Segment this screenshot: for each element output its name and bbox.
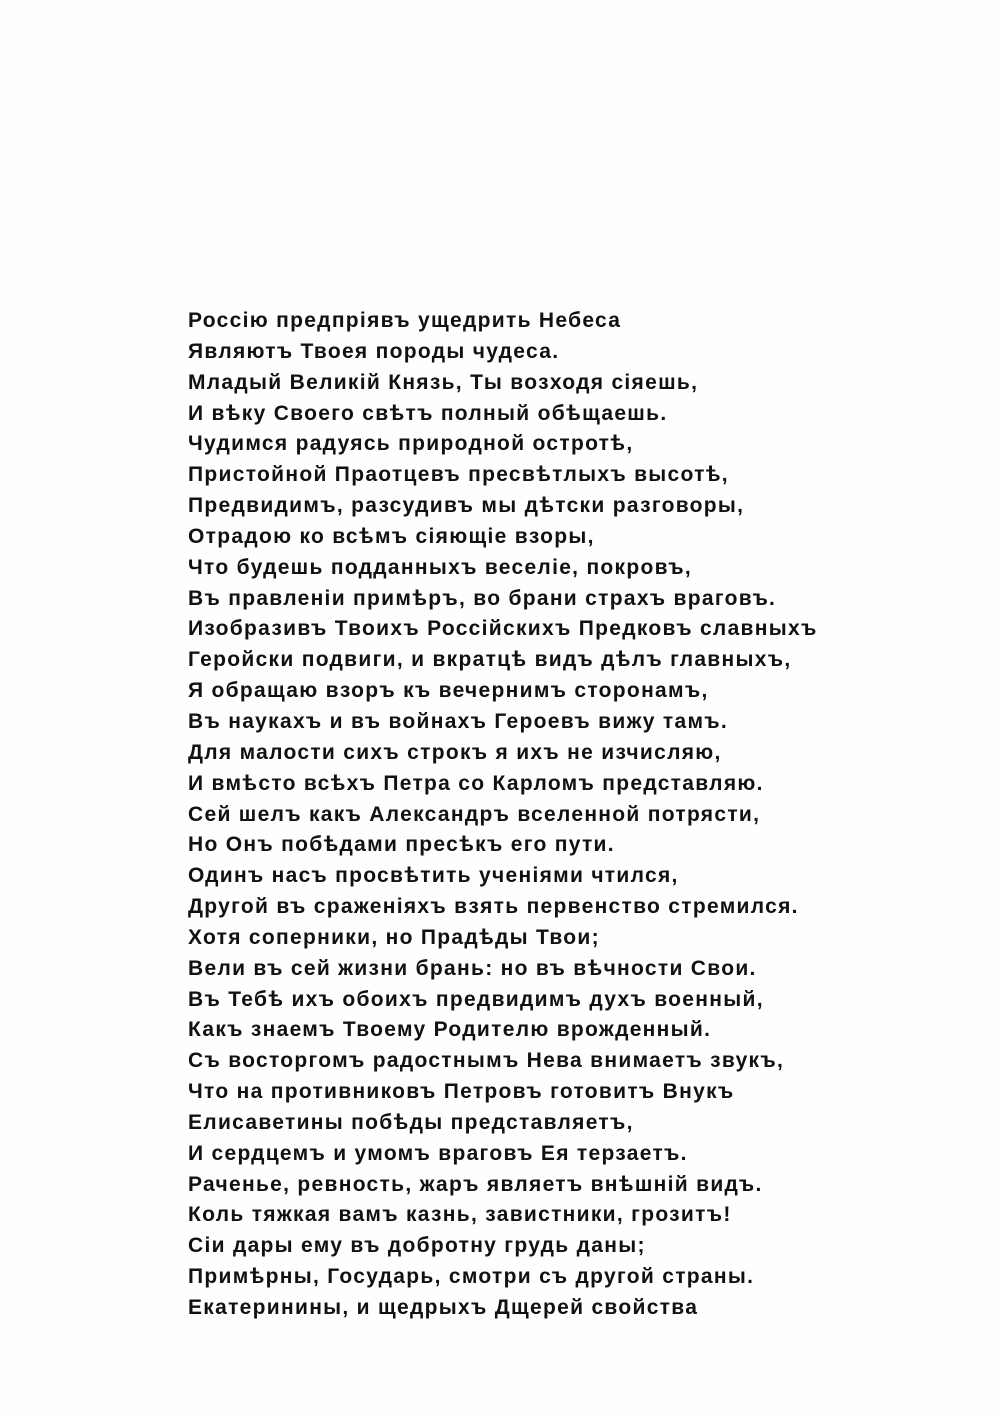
poem-line: Одинъ насъ просвѣтить ученіями чтился, <box>188 864 679 888</box>
poem-line: Въ правленіи примѣръ, во брани страхъ враговъ. <box>188 586 777 610</box>
poem-line: Геройски подвиги, и вкратцѣ видъ дѣлъ главныхъ, <box>188 648 792 672</box>
poem-line: Какъ знаемъ Твоему Родителю врожденный. <box>188 1018 712 1042</box>
poem-line: Въ наукахъ и въ войнахъ Героевъ вижу тамъ. <box>188 709 729 733</box>
poem-line: Елисаветины побѣды представляетъ, <box>188 1110 634 1134</box>
poem-line: Вели въ сей жизни брань: но въ вѣчности Свои. <box>188 956 757 980</box>
poem-text <box>188 306 818 1324</box>
poem-line: Являютъ Твоея породы чудеса. <box>188 339 560 363</box>
poem-line: Хотя соперники, но Прадѣды Твои; <box>188 925 600 949</box>
poem-line: Что будешь подданныхъ веселіе, покровъ, <box>188 555 693 579</box>
poem-line: Раченье, ревность, жаръ являетъ внѣшній видъ. <box>188 1172 763 1196</box>
poem-line: Коль тяжкая вамъ казнь, завистники, грозитъ! <box>188 1203 732 1227</box>
poem-line: И сердцемъ и умомъ враговъ Ея терзаетъ. <box>188 1141 688 1165</box>
poem-line: Но Онъ побѣдами пресѣкъ его пути. <box>188 833 615 857</box>
poem-line: Примѣрны, Государь, смотри съ другой страны. <box>188 1265 755 1289</box>
poem-line: Россію предпріявъ ущедрить Небеса <box>188 309 622 332</box>
poem-line: Въ Тебѣ ихъ обоихъ предвидимъ духъ военный, <box>188 987 764 1011</box>
poem-line: Предвидимъ, разсудивъ мы дѣтски разговоры, <box>188 494 745 518</box>
poem-line: Съ восторгомъ радостнымъ Нева внимаетъ звукъ, <box>188 1049 785 1073</box>
poem-line: Чудимся радуясь природной остротѣ, <box>188 432 634 456</box>
poem-line: И вмѣсто всѣхъ Петра со Карломъ представляю. <box>188 771 764 795</box>
poem-line: Для малости сихъ строкъ я ихъ не изчисляю, <box>188 740 722 764</box>
poem-line: Сей шелъ какъ Александръ вселенной потрясти, <box>188 802 761 826</box>
poem-line: Я обращаю взоръ къ вечернимъ сторонамъ, <box>188 679 709 703</box>
poem-line: Изобразивъ Твоихъ Россійскихъ Предковъ славныхъ <box>188 617 818 641</box>
poem-line: Пристойной Праотцевъ пресвѣтлыхъ высотѣ, <box>188 463 729 487</box>
poem-line: Младый Великій Князь, Ты возходя сіяешь, <box>188 370 699 394</box>
poem-line: Отрадою ко всѣмъ сіяющіе взоры, <box>188 524 595 548</box>
poem-line: Другой въ сраженіяхъ взять первенство стремился. <box>188 895 799 919</box>
poem-line: Екатеринины, и щедрыхъ Дщерей свойства <box>188 1296 699 1319</box>
poem-line: И вѣку Своего свѣтъ полный обѣщаешь. <box>188 401 668 425</box>
poem-line: Что на противниковъ Петровъ готовитъ Внукъ <box>188 1080 735 1104</box>
poem-line: Сіи дары ему въ добротну грудь даны; <box>188 1234 646 1258</box>
